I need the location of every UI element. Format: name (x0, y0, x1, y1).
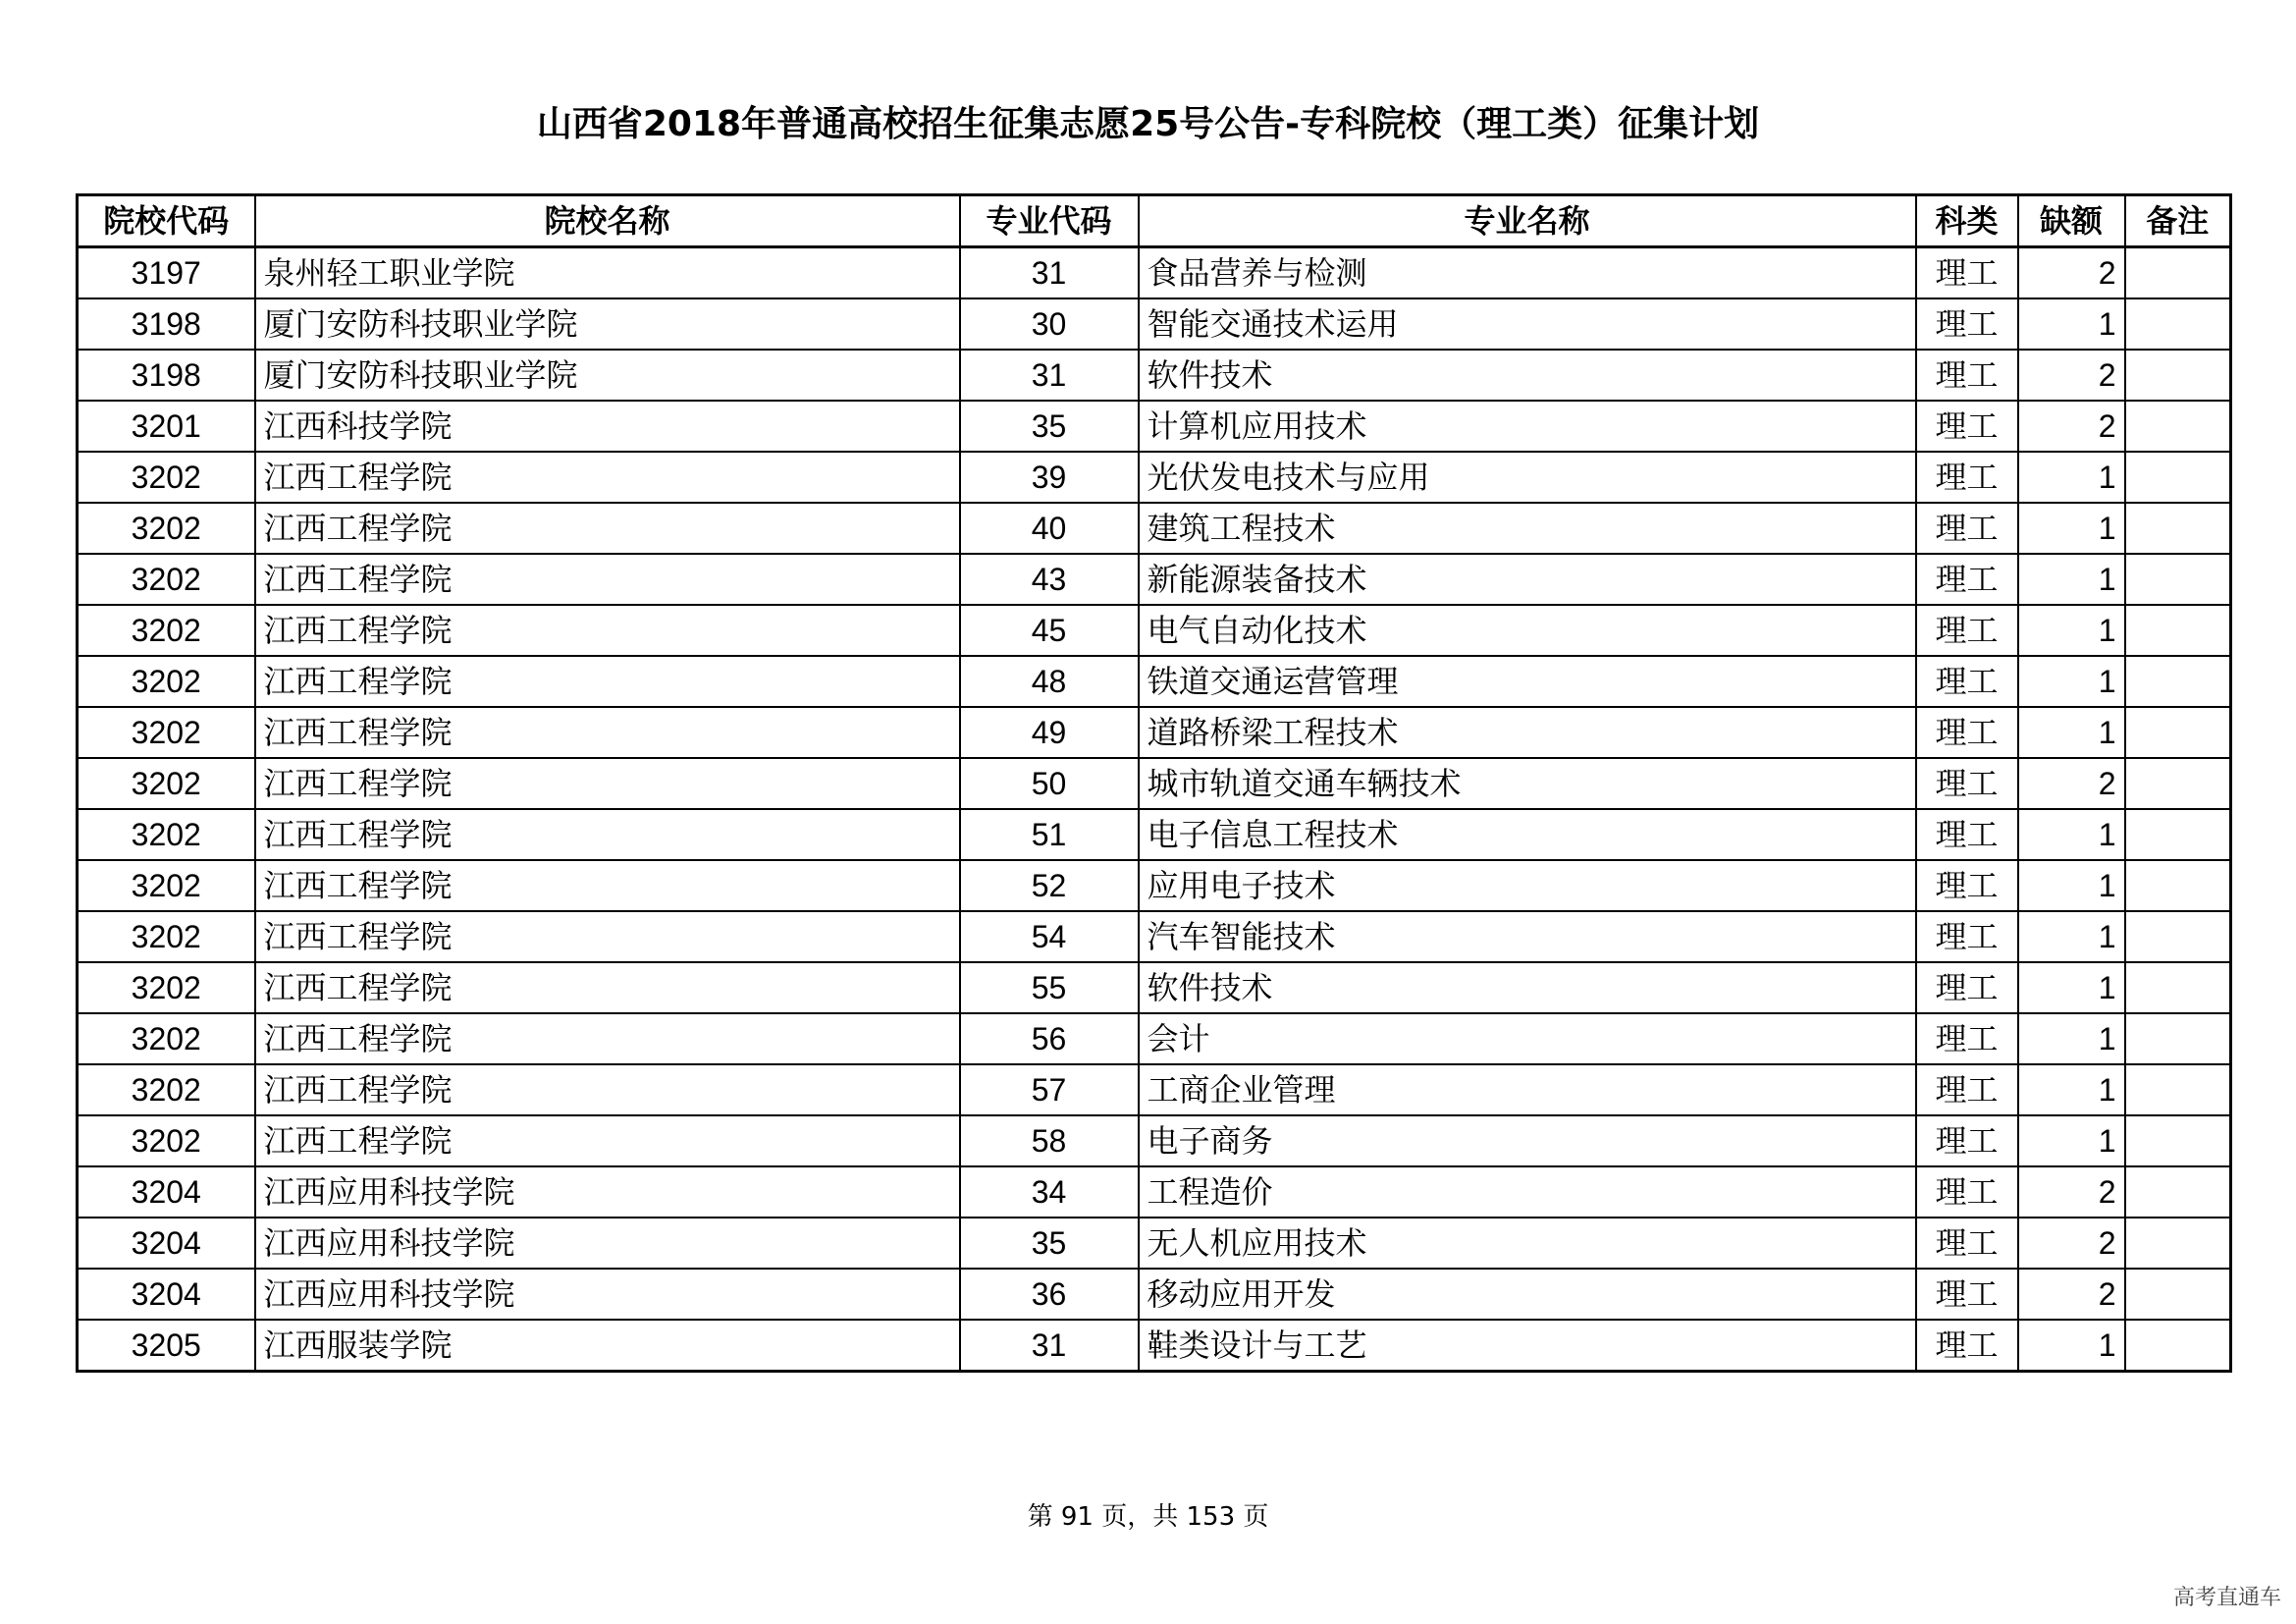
cell-major-code: 34 (960, 1166, 1139, 1218)
cell-major-name: 新能源装备技术 (1139, 554, 1916, 605)
cell-category: 理工 (1916, 452, 2018, 503)
cell-remark (2125, 247, 2231, 299)
cell-vacancy: 1 (2018, 503, 2125, 554)
cell-vacancy: 1 (2018, 707, 2125, 758)
cell-major-code: 36 (960, 1269, 1139, 1320)
cell-category: 理工 (1916, 503, 2018, 554)
cell-school-code: 3202 (78, 1013, 255, 1064)
cell-school-code: 3202 (78, 809, 255, 860)
cell-category: 理工 (1916, 1218, 2018, 1269)
cell-school-name: 江西工程学院 (255, 1013, 960, 1064)
cell-vacancy: 1 (2018, 1064, 2125, 1115)
cell-school-code: 3202 (78, 911, 255, 962)
cell-major-code: 31 (960, 350, 1139, 401)
cell-school-code: 3204 (78, 1166, 255, 1218)
cell-school-name: 江西工程学院 (255, 707, 960, 758)
table-header-row (78, 195, 2231, 247)
cell-school-code: 3204 (78, 1269, 255, 1320)
cell-major-code: 40 (960, 503, 1139, 554)
cell-category: 理工 (1916, 401, 2018, 452)
cell-school-name: 江西工程学院 (255, 1064, 960, 1115)
table-row (78, 247, 2231, 299)
cell-category: 理工 (1916, 707, 2018, 758)
cell-category: 理工 (1916, 809, 2018, 860)
watermark-text: 高考直通车 (2172, 1586, 2281, 1610)
cell-school-code: 3202 (78, 962, 255, 1013)
cell-remark (2125, 1269, 2231, 1320)
table-row (78, 554, 2231, 605)
cell-remark (2125, 350, 2231, 401)
cell-major-code: 55 (960, 962, 1139, 1013)
table-row (78, 1320, 2231, 1372)
cell-major-name: 应用电子技术 (1139, 860, 1916, 911)
page-number: 第 91 页，共 153 页 (1027, 1502, 1269, 1532)
cell-remark (2125, 1166, 2231, 1218)
cell-category: 理工 (1916, 911, 2018, 962)
cell-school-name: 江西工程学院 (255, 1115, 960, 1166)
cell-major-name: 软件技术 (1139, 350, 1916, 401)
cell-major-name: 铁道交通运营管理 (1139, 656, 1916, 707)
table-row (78, 350, 2231, 401)
cell-school-code: 3198 (78, 298, 255, 350)
table-row (78, 758, 2231, 809)
cell-major-code: 35 (960, 401, 1139, 452)
cell-vacancy: 2 (2018, 758, 2125, 809)
cell-major-code: 31 (960, 1320, 1139, 1372)
cell-major-name: 电子信息工程技术 (1139, 809, 1916, 860)
cell-category: 理工 (1916, 1320, 2018, 1372)
header-vacancy: 缺额 (2018, 195, 2125, 247)
cell-major-code: 57 (960, 1064, 1139, 1115)
cell-school-name: 江西应用科技学院 (255, 1218, 960, 1269)
cell-school-name: 江西科技学院 (255, 401, 960, 452)
cell-remark (2125, 1115, 2231, 1166)
cell-major-name: 智能交通技术运用 (1139, 298, 1916, 350)
cell-remark (2125, 1013, 2231, 1064)
cell-school-name: 厦门安防科技职业学院 (255, 350, 960, 401)
table-row (78, 452, 2231, 503)
cell-school-name: 江西工程学院 (255, 860, 960, 911)
cell-remark (2125, 1320, 2231, 1372)
cell-remark (2125, 1218, 2231, 1269)
cell-major-code: 30 (960, 298, 1139, 350)
cell-school-code: 3197 (78, 247, 255, 299)
table-row (78, 401, 2231, 452)
cell-major-code: 39 (960, 452, 1139, 503)
cell-major-code: 35 (960, 1218, 1139, 1269)
cell-category: 理工 (1916, 247, 2018, 299)
cell-vacancy: 1 (2018, 1320, 2125, 1372)
cell-remark (2125, 503, 2231, 554)
header-major-name: 专业名称 (1139, 195, 1916, 247)
cell-vacancy: 1 (2018, 860, 2125, 911)
cell-major-name: 工程造价 (1139, 1166, 1916, 1218)
cell-category: 理工 (1916, 1013, 2018, 1064)
cell-school-code: 3202 (78, 860, 255, 911)
cell-major-name: 道路桥梁工程技术 (1139, 707, 1916, 758)
cell-vacancy: 1 (2018, 911, 2125, 962)
cell-vacancy: 1 (2018, 809, 2125, 860)
cell-school-name: 江西工程学院 (255, 962, 960, 1013)
cell-category: 理工 (1916, 1064, 2018, 1115)
cell-school-name: 江西工程学院 (255, 503, 960, 554)
document-title: 山西省2018年普通高校招生征集志愿25号公告-专科院校（理工类）征集计划 (536, 104, 1760, 144)
cell-vacancy: 2 (2018, 1269, 2125, 1320)
cell-major-name: 软件技术 (1139, 962, 1916, 1013)
cell-school-code: 3202 (78, 554, 255, 605)
table-row (78, 1218, 2231, 1269)
cell-major-name: 建筑工程技术 (1139, 503, 1916, 554)
cell-major-code: 56 (960, 1013, 1139, 1064)
cell-remark (2125, 554, 2231, 605)
cell-school-code: 3202 (78, 656, 255, 707)
cell-major-code: 52 (960, 860, 1139, 911)
table-row (78, 911, 2231, 962)
cell-major-name: 食品营养与检测 (1139, 247, 1916, 299)
cell-major-code: 45 (960, 605, 1139, 656)
table-row (78, 962, 2231, 1013)
header-major-code: 专业代码 (960, 195, 1139, 247)
cell-major-code: 51 (960, 809, 1139, 860)
header-school-name: 院校名称 (255, 195, 960, 247)
table-row (78, 1064, 2231, 1115)
cell-major-code: 50 (960, 758, 1139, 809)
cell-remark (2125, 656, 2231, 707)
cell-remark (2125, 298, 2231, 350)
table-row (78, 860, 2231, 911)
cell-school-name: 江西工程学院 (255, 554, 960, 605)
cell-category: 理工 (1916, 1269, 2018, 1320)
cell-remark (2125, 809, 2231, 860)
cell-category: 理工 (1916, 656, 2018, 707)
cell-category: 理工 (1916, 350, 2018, 401)
cell-major-code: 43 (960, 554, 1139, 605)
cell-vacancy: 1 (2018, 452, 2125, 503)
cell-major-code: 49 (960, 707, 1139, 758)
cell-major-name: 工商企业管理 (1139, 1064, 1916, 1115)
cell-major-code: 31 (960, 247, 1139, 299)
cell-major-name: 会计 (1139, 1013, 1916, 1064)
cell-school-code: 3202 (78, 758, 255, 809)
cell-major-code: 48 (960, 656, 1139, 707)
cell-major-code: 58 (960, 1115, 1139, 1166)
cell-vacancy: 1 (2018, 605, 2125, 656)
cell-vacancy: 2 (2018, 350, 2125, 401)
cell-vacancy: 1 (2018, 1115, 2125, 1166)
cell-remark (2125, 452, 2231, 503)
cell-vacancy: 1 (2018, 656, 2125, 707)
table-body (78, 247, 2231, 1372)
cell-remark (2125, 1064, 2231, 1115)
cell-school-name: 江西应用科技学院 (255, 1269, 960, 1320)
table-row (78, 1166, 2231, 1218)
cell-major-code: 54 (960, 911, 1139, 962)
cell-school-name: 江西服装学院 (255, 1320, 960, 1372)
cell-school-code: 3202 (78, 707, 255, 758)
table-row (78, 809, 2231, 860)
cell-major-name: 无人机应用技术 (1139, 1218, 1916, 1269)
cell-major-name: 光伏发电技术与应用 (1139, 452, 1916, 503)
cell-school-code: 3202 (78, 1115, 255, 1166)
cell-school-code: 3204 (78, 1218, 255, 1269)
cell-school-name: 厦门安防科技职业学院 (255, 298, 960, 350)
cell-school-name: 泉州轻工职业学院 (255, 247, 960, 299)
header-category: 科类 (1916, 195, 2018, 247)
cell-vacancy: 2 (2018, 247, 2125, 299)
cell-major-name: 计算机应用技术 (1139, 401, 1916, 452)
cell-major-name: 汽车智能技术 (1139, 911, 1916, 962)
table-row (78, 298, 2231, 350)
table-row (78, 503, 2231, 554)
cell-remark (2125, 605, 2231, 656)
cell-major-name: 城市轨道交通车辆技术 (1139, 758, 1916, 809)
table-row (78, 1269, 2231, 1320)
cell-school-code: 3202 (78, 452, 255, 503)
cell-vacancy: 2 (2018, 401, 2125, 452)
cell-remark (2125, 401, 2231, 452)
cell-school-code: 3201 (78, 401, 255, 452)
cell-school-name: 江西工程学院 (255, 758, 960, 809)
cell-vacancy: 1 (2018, 298, 2125, 350)
cell-vacancy: 1 (2018, 1013, 2125, 1064)
cell-remark (2125, 962, 2231, 1013)
cell-vacancy: 2 (2018, 1166, 2125, 1218)
cell-category: 理工 (1916, 1166, 2018, 1218)
cell-category: 理工 (1916, 860, 2018, 911)
cell-school-name: 江西工程学院 (255, 656, 960, 707)
cell-school-code: 3202 (78, 1064, 255, 1115)
cell-school-code: 3202 (78, 605, 255, 656)
header-school-code: 院校代码 (78, 195, 255, 247)
cell-major-name: 鞋类设计与工艺 (1139, 1320, 1916, 1372)
cell-vacancy: 1 (2018, 554, 2125, 605)
cell-school-code: 3205 (78, 1320, 255, 1372)
cell-category: 理工 (1916, 962, 2018, 1013)
cell-category: 理工 (1916, 554, 2018, 605)
table-row (78, 707, 2231, 758)
cell-remark (2125, 707, 2231, 758)
cell-category: 理工 (1916, 758, 2018, 809)
header-remark: 备注 (2125, 195, 2231, 247)
cell-vacancy: 1 (2018, 962, 2125, 1013)
table-row (78, 1115, 2231, 1166)
cell-school-code: 3202 (78, 503, 255, 554)
enrollment-plan-table (76, 193, 2232, 1373)
cell-category: 理工 (1916, 298, 2018, 350)
cell-school-name: 江西应用科技学院 (255, 1166, 960, 1218)
cell-remark (2125, 758, 2231, 809)
cell-remark (2125, 860, 2231, 911)
cell-category: 理工 (1916, 1115, 2018, 1166)
cell-major-name: 电气自动化技术 (1139, 605, 1916, 656)
cell-school-code: 3198 (78, 350, 255, 401)
cell-school-name: 江西工程学院 (255, 809, 960, 860)
table-row (78, 656, 2231, 707)
table-row (78, 605, 2231, 656)
cell-major-name: 电子商务 (1139, 1115, 1916, 1166)
cell-school-name: 江西工程学院 (255, 605, 960, 656)
cell-vacancy: 2 (2018, 1218, 2125, 1269)
cell-school-name: 江西工程学院 (255, 452, 960, 503)
cell-major-name: 移动应用开发 (1139, 1269, 1916, 1320)
cell-category: 理工 (1916, 605, 2018, 656)
table-row (78, 1013, 2231, 1064)
cell-remark (2125, 911, 2231, 962)
cell-school-name: 江西工程学院 (255, 911, 960, 962)
